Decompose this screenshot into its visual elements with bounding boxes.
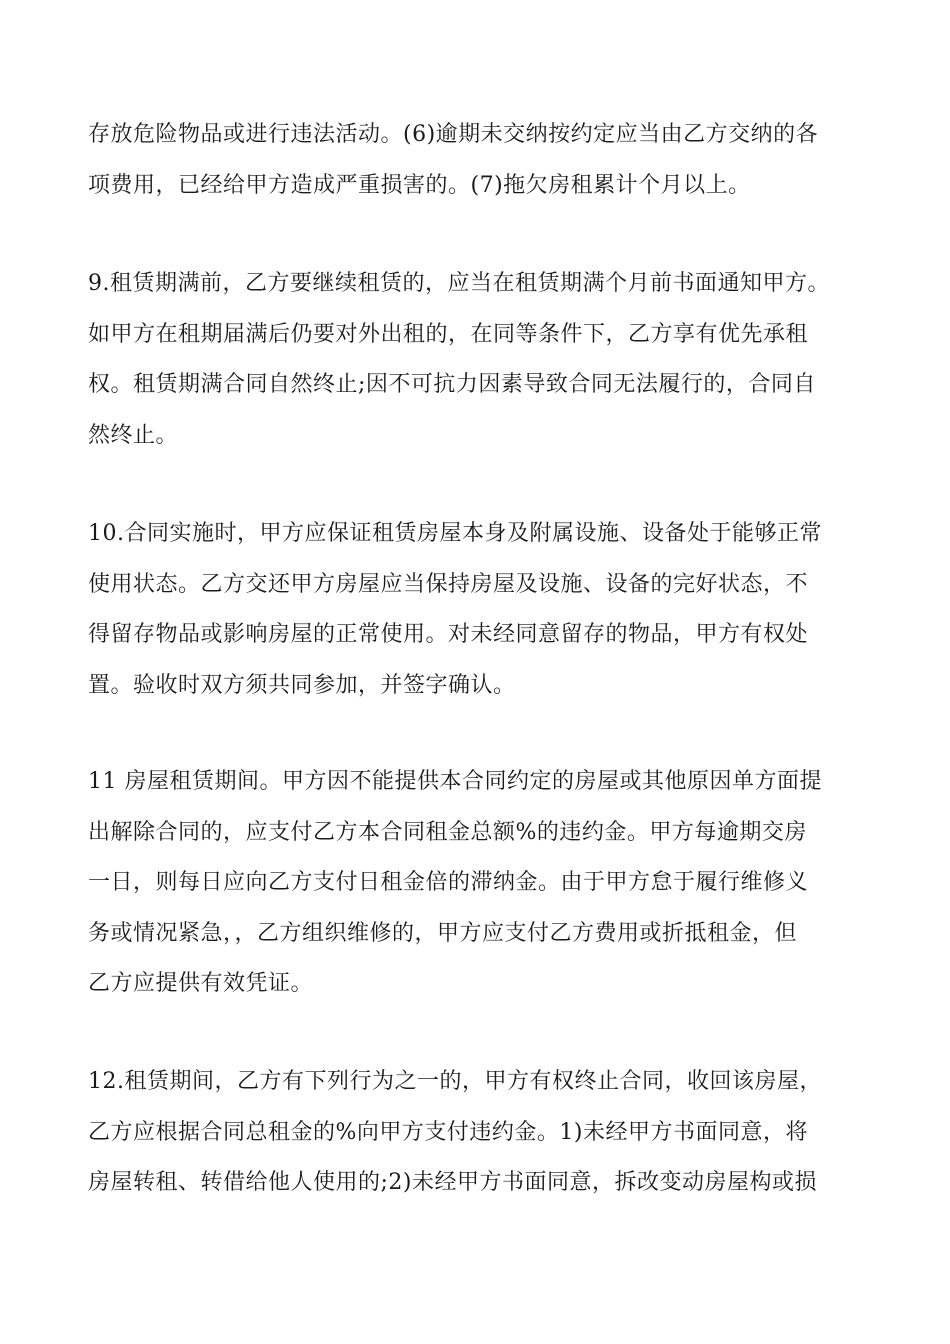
- paragraph-clause-12: [88, 1057, 878, 1209]
- text-line: 权。租赁期满合同自然终止;因不可抗力因素导致合同无法履行的，合同自: [88, 372, 816, 397]
- text-line: 置。验收时双方须共同参加，并签字确认。: [88, 672, 516, 698]
- text-line: 一日，则每日应向乙方支付日租金倍的滞纳金。由于甲方怠于履行维修义: [88, 870, 809, 895]
- text-line: 务或情况紧急，，乙方组织维修的，甲方应支付乙方费用或折抵租金，但: [88, 920, 798, 946]
- text-line: 得留存物品或影响房屋的正常使用。对未经同意留存的物品，甲方有权处: [88, 622, 809, 647]
- text-line: 9.租赁期满前，乙方要继续租赁的，应当在租赁期满个月前书面通知甲方。: [88, 271, 830, 296]
- paragraph-clause-9: [88, 259, 878, 461]
- text-line: 如甲方在租期届满后仍要对外出租的，在同等条件下，乙方享有优先承租: [88, 321, 809, 347]
- text-line: 11 房屋租赁期间。甲方因不能提供本合同约定的房屋或其他原因单方面提: [88, 769, 822, 794]
- paragraph-clause-10: [88, 509, 878, 711]
- text-line: 乙方应提供有效凭证。: [88, 971, 314, 996]
- text-line: 使用状态。乙方交还甲方房屋应当保持房屋及设施、设备的完好状态，不: [88, 571, 809, 597]
- text-line: 房屋转租、转借给他人使用的;2)未经甲方书面同意，拆改变动房屋构或损: [88, 1170, 817, 1195]
- paragraph-clause-8-continued: [88, 110, 878, 211]
- text-line: 出解除合同的，应支付乙方本合同租金总额%的违约金。甲方每逾期交房: [88, 819, 807, 845]
- text-line: 乙方应根据合同总租金的%向甲方支付违约金。1)未经甲方书面同意，将: [88, 1119, 808, 1145]
- text-line: 存放危险物品或进行违法活动。(6)逾期未交纳按约定应当由乙方交纳的各: [88, 122, 819, 147]
- text-line: 项费用，已经给甲方造成严重损害的。(7)拖欠房租累计个月以上。: [88, 172, 751, 198]
- text-line: 10.合同实施时，甲方应保证租赁房屋本身及附属设施、设备处于能够正常: [88, 521, 822, 546]
- text-line: 12.租赁期间，乙方有下列行为之一的，甲方有权终止合同，收回该房屋，: [88, 1069, 822, 1094]
- paragraph-clause-11: [88, 757, 878, 1010]
- text-line: 然终止。: [88, 422, 179, 448]
